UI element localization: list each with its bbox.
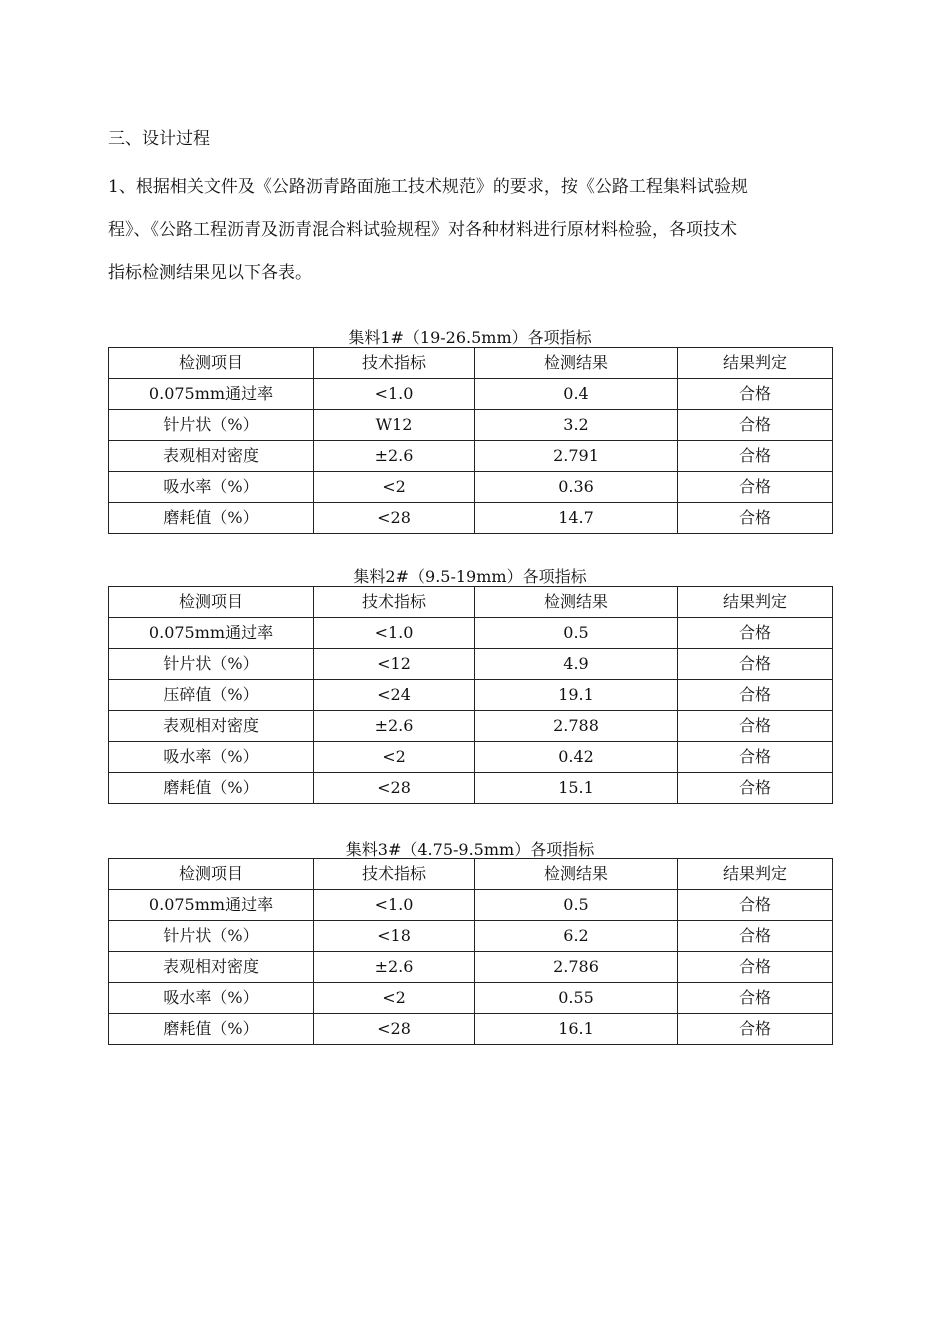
table-cell: 0.36 bbox=[475, 472, 678, 503]
table-cell: 3.2 bbox=[475, 410, 678, 441]
header-cell: 检测结果 bbox=[475, 859, 678, 890]
table-cell: <1.0 bbox=[314, 890, 475, 921]
table-cell: 16.1 bbox=[475, 1014, 678, 1045]
table-cell: 0.5 bbox=[475, 618, 678, 649]
header-cell: 检测项目 bbox=[109, 859, 314, 890]
aggregate-1-table bbox=[108, 347, 833, 534]
table-cell: 0.55 bbox=[475, 983, 678, 1014]
table-cell: 6.2 bbox=[475, 921, 678, 952]
table-caption-aggregate-1: 集料1#（19-26.5mm）各项指标 bbox=[348, 328, 592, 347]
table-cell: 合格 bbox=[678, 983, 833, 1014]
table-cell: 针片状（%） bbox=[109, 649, 314, 680]
table-cell: ±2.6 bbox=[314, 952, 475, 983]
table-cell: <28 bbox=[314, 503, 475, 534]
table-cell: 0.5 bbox=[475, 890, 678, 921]
table-caption-aggregate-2: 集料2#（9.5-19mm）各项指标 bbox=[353, 567, 587, 586]
table-row bbox=[109, 952, 833, 983]
table-cell: 合格 bbox=[678, 952, 833, 983]
table-row bbox=[109, 379, 833, 410]
table-cell: 合格 bbox=[678, 773, 833, 804]
table-cell: 0.075mm通过率 bbox=[109, 379, 314, 410]
table-cell: <24 bbox=[314, 680, 475, 711]
header-cell: 结果判定 bbox=[678, 859, 833, 890]
table-cell: <12 bbox=[314, 649, 475, 680]
header-cell: 技术指标 bbox=[314, 859, 475, 890]
paragraph-line: 程》、《公路工程沥青及沥青混合料试验规程》对各种材料进行原材料检验，各项技术 bbox=[108, 220, 737, 240]
header-cell: 检测结果 bbox=[475, 587, 678, 618]
section-heading: 三、设计过程 bbox=[108, 129, 210, 149]
table-cell: 合格 bbox=[678, 441, 833, 472]
header-cell: 技术指标 bbox=[314, 348, 475, 379]
paragraph-line: 1、根据相关文件及《公路沥青路面施工技术规范》的要求，按《公路工程集料试验规 bbox=[108, 177, 748, 197]
table-cell: 压碎值（%） bbox=[109, 680, 314, 711]
table-row bbox=[109, 410, 833, 441]
table-cell: 吸水率（%） bbox=[109, 742, 314, 773]
table-row bbox=[109, 983, 833, 1014]
table-cell: 表观相对密度 bbox=[109, 711, 314, 742]
table-cell: 合格 bbox=[678, 649, 833, 680]
table-cell: 针片状（%） bbox=[109, 410, 314, 441]
table-cell: 15.1 bbox=[475, 773, 678, 804]
header-cell: 结果判定 bbox=[678, 587, 833, 618]
table-cell: <1.0 bbox=[314, 618, 475, 649]
table-row bbox=[109, 773, 833, 804]
table-row bbox=[109, 1014, 833, 1045]
table-cell: <28 bbox=[314, 773, 475, 804]
table-row bbox=[109, 472, 833, 503]
table-cell: <2 bbox=[314, 742, 475, 773]
table-cell: 合格 bbox=[678, 503, 833, 534]
table-cell: ±2.6 bbox=[314, 441, 475, 472]
header-cell: 检测结果 bbox=[475, 348, 678, 379]
table-cell: 合格 bbox=[678, 711, 833, 742]
table-cell: 0.075mm通过率 bbox=[109, 618, 314, 649]
table-cell: 合格 bbox=[678, 890, 833, 921]
table-cell: 磨耗值（%） bbox=[109, 503, 314, 534]
table-cell: 2.791 bbox=[475, 441, 678, 472]
table-row bbox=[109, 618, 833, 649]
table-cell: 表观相对密度 bbox=[109, 952, 314, 983]
table-cell: ±2.6 bbox=[314, 711, 475, 742]
table-header-row bbox=[109, 859, 833, 890]
table-cell: 合格 bbox=[678, 618, 833, 649]
header-cell: 检测项目 bbox=[109, 587, 314, 618]
table-cell: 磨耗值（%） bbox=[109, 1014, 314, 1045]
table-row bbox=[109, 890, 833, 921]
table-cell: <28 bbox=[314, 1014, 475, 1045]
table-cell: 2.788 bbox=[475, 711, 678, 742]
table-cell: <1.0 bbox=[314, 379, 475, 410]
table-header-row bbox=[109, 348, 833, 379]
table-cell: 合格 bbox=[678, 472, 833, 503]
table-cell: 0.075mm通过率 bbox=[109, 890, 314, 921]
table-cell: <2 bbox=[314, 472, 475, 503]
table-cell: 0.4 bbox=[475, 379, 678, 410]
table-cell: <18 bbox=[314, 921, 475, 952]
table-row bbox=[109, 441, 833, 472]
table-caption-aggregate-3: 集料3#（4.75-9.5mm）各项指标 bbox=[345, 840, 595, 859]
table-cell: 合格 bbox=[678, 379, 833, 410]
table-row bbox=[109, 680, 833, 711]
table-cell: 2.786 bbox=[475, 952, 678, 983]
table-cell: 吸水率（%） bbox=[109, 472, 314, 503]
table-row bbox=[109, 711, 833, 742]
table-cell: 合格 bbox=[678, 680, 833, 711]
table-cell: 19.1 bbox=[475, 680, 678, 711]
table-row bbox=[109, 742, 833, 773]
table-cell: 合格 bbox=[678, 921, 833, 952]
table-cell: W12 bbox=[314, 410, 475, 441]
table-cell: 0.42 bbox=[475, 742, 678, 773]
table-row bbox=[109, 649, 833, 680]
table-cell: 针片状（%） bbox=[109, 921, 314, 952]
header-cell: 技术指标 bbox=[314, 587, 475, 618]
aggregate-3-table bbox=[108, 858, 833, 1045]
header-cell: 结果判定 bbox=[678, 348, 833, 379]
table-cell: 4.9 bbox=[475, 649, 678, 680]
table-row bbox=[109, 503, 833, 534]
paragraph-line: 指标检测结果见以下各表。 bbox=[108, 263, 312, 283]
header-cell: 检测项目 bbox=[109, 348, 314, 379]
table-cell: 磨耗值（%） bbox=[109, 773, 314, 804]
table-cell: 合格 bbox=[678, 410, 833, 441]
table-cell: 吸水率（%） bbox=[109, 983, 314, 1014]
table-cell: 合格 bbox=[678, 742, 833, 773]
table-cell: 合格 bbox=[678, 1014, 833, 1045]
aggregate-2-table bbox=[108, 586, 833, 804]
table-cell: 表观相对密度 bbox=[109, 441, 314, 472]
intro-paragraph bbox=[108, 166, 838, 295]
table-cell: <2 bbox=[314, 983, 475, 1014]
table-header-row bbox=[109, 587, 833, 618]
table-cell: 14.7 bbox=[475, 503, 678, 534]
table-row bbox=[109, 921, 833, 952]
